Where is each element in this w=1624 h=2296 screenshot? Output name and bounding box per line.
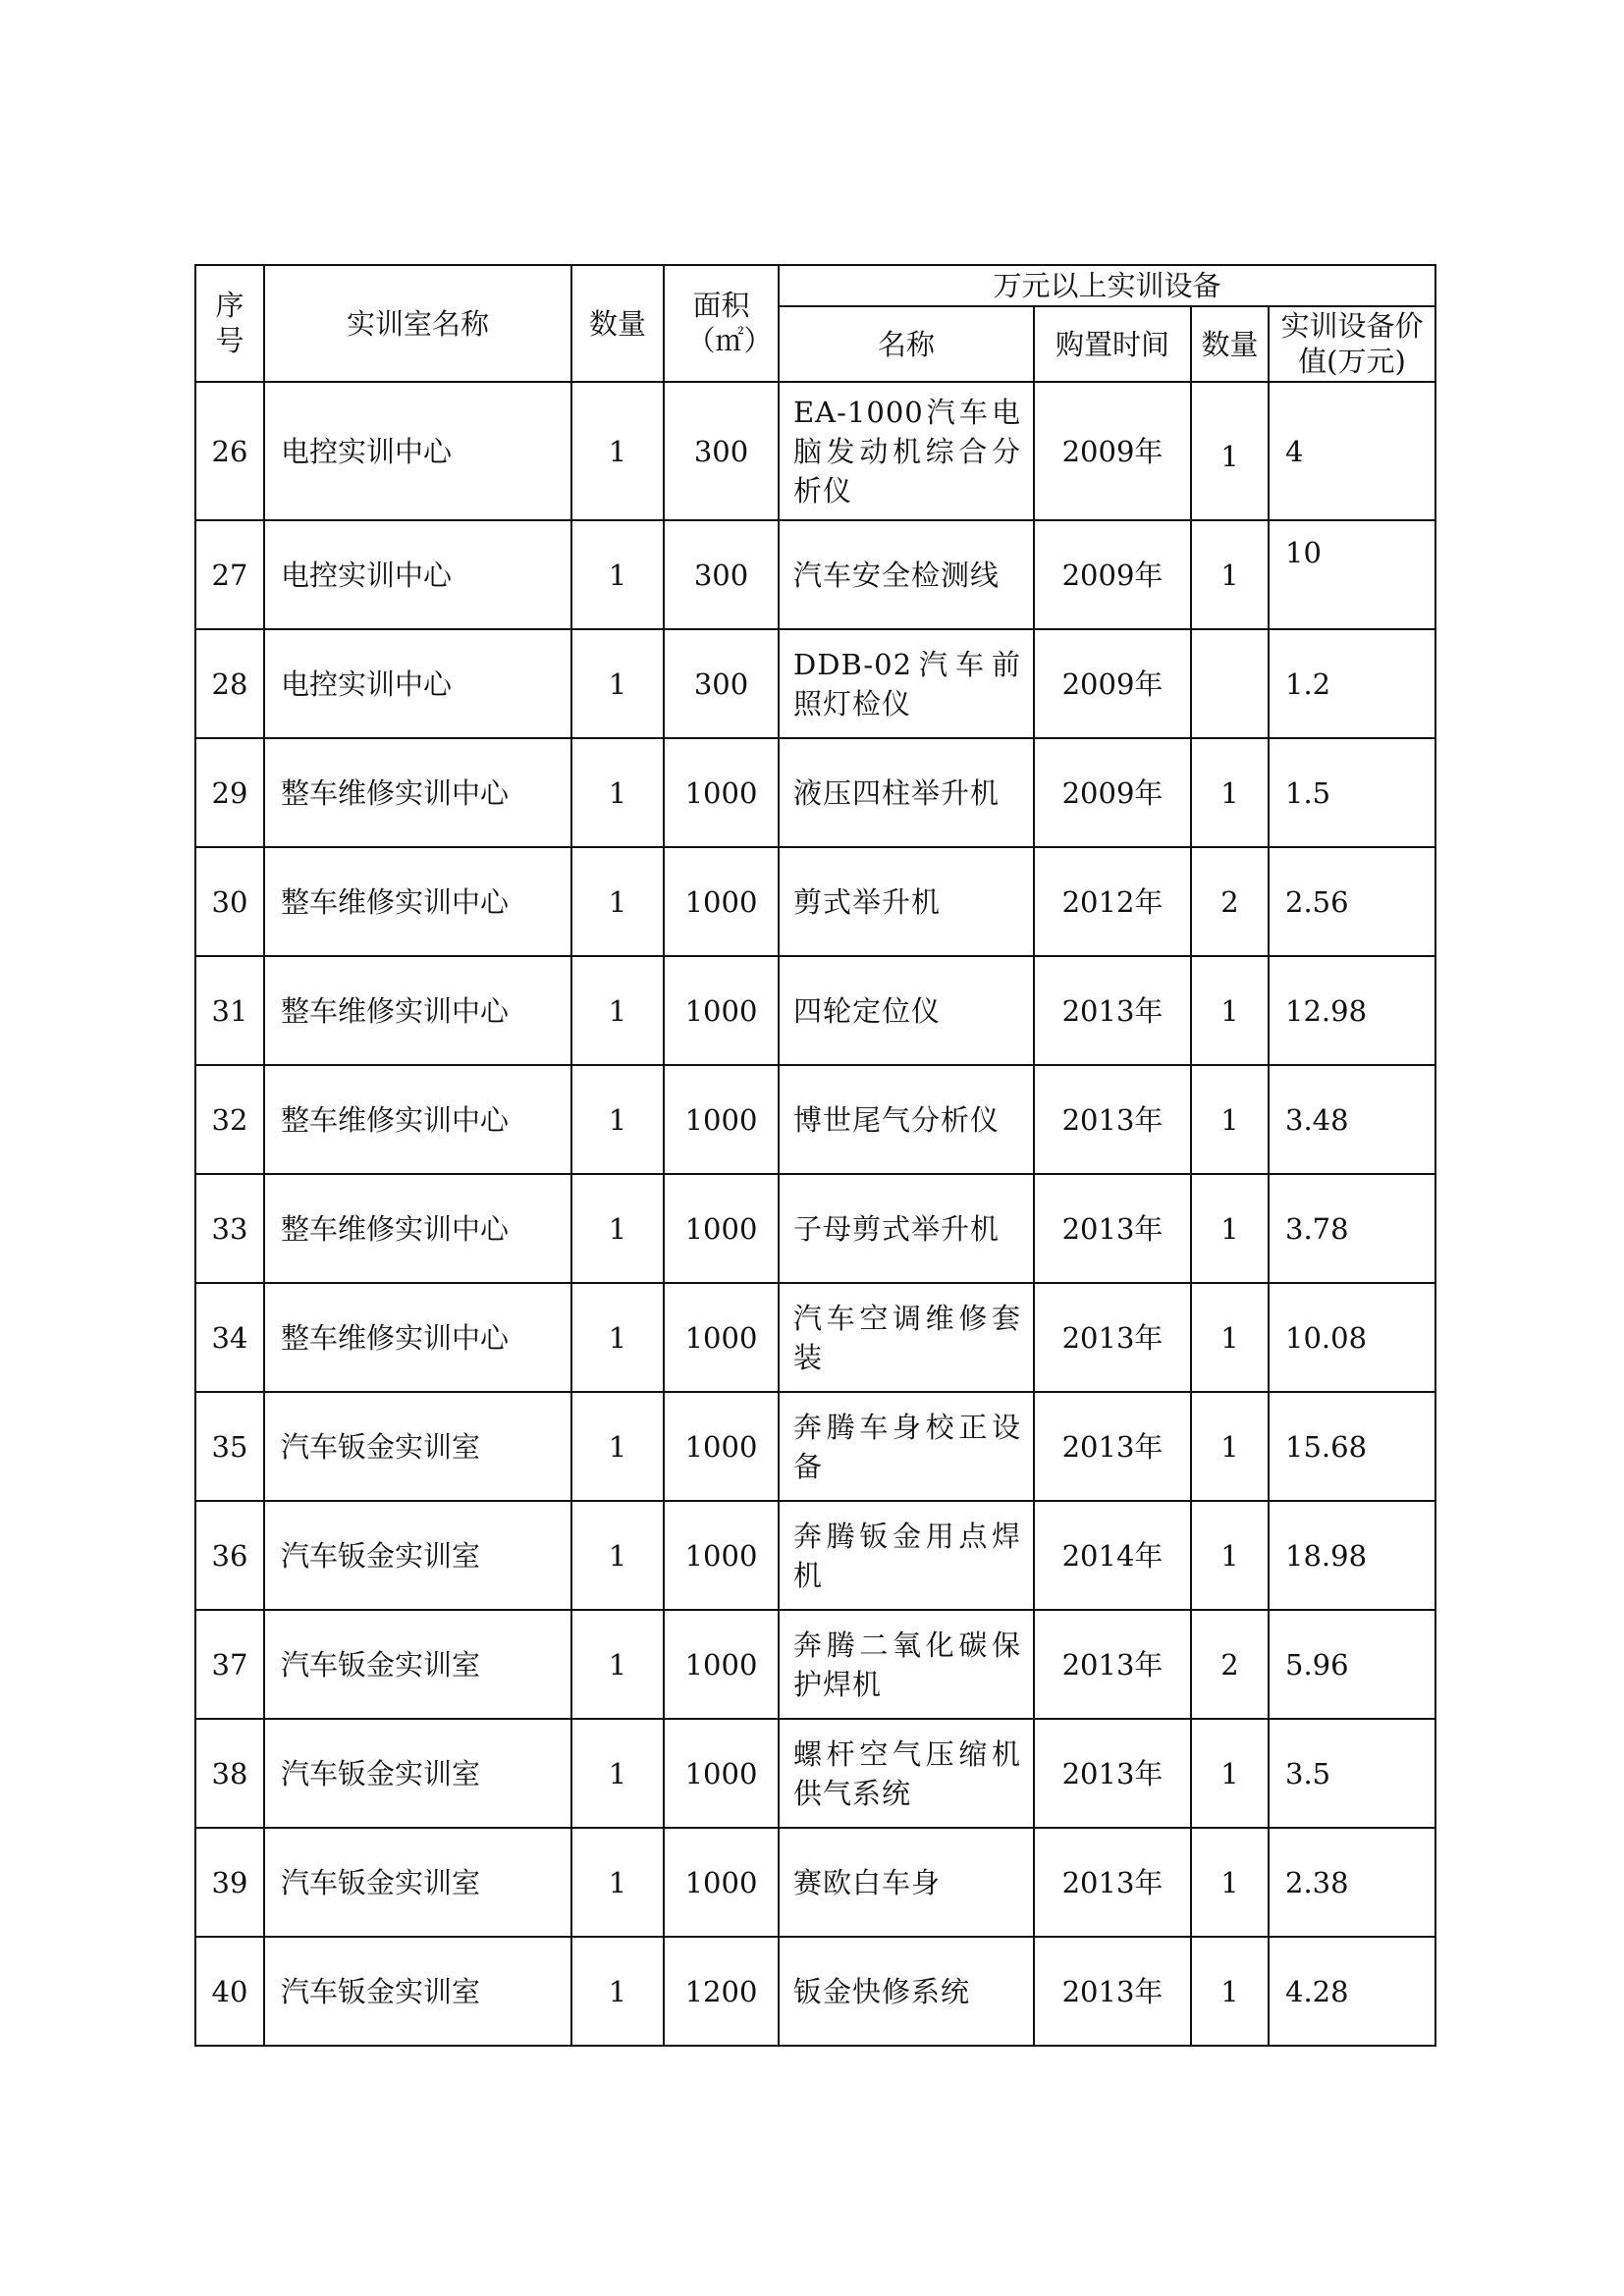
cell-equip-name: 液压四柱举升机 bbox=[779, 738, 1034, 847]
table-row bbox=[195, 1828, 1435, 1937]
cell-time: 2013年 bbox=[1034, 1174, 1191, 1283]
cell-time: 2012年 bbox=[1034, 847, 1191, 956]
table-row bbox=[195, 520, 1435, 629]
cell-equip-name: 博世尾气分析仪 bbox=[779, 1065, 1034, 1174]
cell-equip-qty: 1 bbox=[1191, 1283, 1269, 1392]
cell-qty: 1 bbox=[571, 1937, 664, 2046]
cell-room: 汽车钣金实训室 bbox=[264, 1610, 571, 1719]
cell-room: 整车维修实训中心 bbox=[264, 1283, 571, 1392]
cell-seq: 33 bbox=[195, 1174, 264, 1283]
cell-area: 1000 bbox=[664, 847, 779, 956]
cell-qty: 1 bbox=[571, 520, 664, 629]
cell-time: 2014年 bbox=[1034, 1501, 1191, 1610]
cell-time: 2009年 bbox=[1034, 738, 1191, 847]
cell-equip-name: 赛欧白车身 bbox=[779, 1828, 1034, 1937]
cell-time: 2013年 bbox=[1034, 1283, 1191, 1392]
table-row bbox=[195, 1392, 1435, 1501]
cell-seq: 28 bbox=[195, 629, 264, 738]
cell-value: 2.38 bbox=[1269, 1828, 1435, 1937]
cell-seq: 34 bbox=[195, 1283, 264, 1392]
cell-equip-qty: 1 bbox=[1191, 1937, 1269, 2046]
cell-area: 1000 bbox=[664, 1719, 779, 1828]
cell-room: 汽车钣金实训室 bbox=[264, 1828, 571, 1937]
cell-seq: 32 bbox=[195, 1065, 264, 1174]
cell-value: 15.68 bbox=[1269, 1392, 1435, 1501]
cell-equip-qty: 1 bbox=[1191, 738, 1269, 847]
cell-time: 2009年 bbox=[1034, 382, 1191, 520]
cell-time: 2013年 bbox=[1034, 1719, 1191, 1828]
cell-room: 汽车钣金实训室 bbox=[264, 1501, 571, 1610]
cell-room: 汽车钣金实训室 bbox=[264, 1937, 571, 2046]
table-row bbox=[195, 1501, 1435, 1610]
cell-qty: 1 bbox=[571, 1828, 664, 1937]
cell-equip-qty: 1 bbox=[1191, 1065, 1269, 1174]
table-row bbox=[195, 629, 1435, 738]
cell-equip-name: 奔腾二氧化碳保护焊机 bbox=[779, 1610, 1034, 1719]
cell-area: 1000 bbox=[664, 1392, 779, 1501]
cell-equip-qty: 1 bbox=[1191, 1174, 1269, 1283]
cell-equip-name: 奔腾钣金用点焊机 bbox=[779, 1501, 1034, 1610]
cell-time: 2013年 bbox=[1034, 1392, 1191, 1501]
cell-equip-qty: 1 bbox=[1191, 382, 1269, 520]
cell-area: 300 bbox=[664, 629, 779, 738]
table-row bbox=[195, 1937, 1435, 2046]
table-row bbox=[195, 738, 1435, 847]
cell-equip-qty bbox=[1191, 629, 1269, 738]
cell-area: 1000 bbox=[664, 956, 779, 1065]
col-header-area: 面积（㎡） bbox=[664, 265, 779, 382]
cell-qty: 1 bbox=[571, 1065, 664, 1174]
cell-seq: 40 bbox=[195, 1937, 264, 2046]
table-row bbox=[195, 1065, 1435, 1174]
cell-area: 1000 bbox=[664, 1283, 779, 1392]
cell-qty: 1 bbox=[571, 1392, 664, 1501]
cell-equip-qty: 1 bbox=[1191, 1719, 1269, 1828]
cell-equip-name: 奔腾车身校正设备 bbox=[779, 1392, 1034, 1501]
cell-seq: 35 bbox=[195, 1392, 264, 1501]
col-header-value: 实训设备价值(万元) bbox=[1269, 306, 1435, 382]
cell-value: 10 bbox=[1269, 520, 1435, 629]
cell-area: 300 bbox=[664, 520, 779, 629]
cell-value: 10.08 bbox=[1269, 1283, 1435, 1392]
cell-room: 电控实训中心 bbox=[264, 520, 571, 629]
cell-time: 2013年 bbox=[1034, 1065, 1191, 1174]
cell-value: 2.56 bbox=[1269, 847, 1435, 956]
cell-value: 3.48 bbox=[1269, 1065, 1435, 1174]
table-row bbox=[195, 1610, 1435, 1719]
cell-time: 2013年 bbox=[1034, 1610, 1191, 1719]
cell-equip-qty: 2 bbox=[1191, 847, 1269, 956]
cell-value: 5.96 bbox=[1269, 1610, 1435, 1719]
cell-seq: 38 bbox=[195, 1719, 264, 1828]
cell-qty: 1 bbox=[571, 382, 664, 520]
cell-equip-name: DDB-02汽车前照灯检仪 bbox=[779, 629, 1034, 738]
cell-value: 12.98 bbox=[1269, 956, 1435, 1065]
cell-seq: 31 bbox=[195, 956, 264, 1065]
cell-room: 整车维修实训中心 bbox=[264, 847, 571, 956]
table-row bbox=[195, 382, 1435, 520]
cell-equip-name: 剪式举升机 bbox=[779, 847, 1034, 956]
cell-equip-name: 汽车空调维修套装 bbox=[779, 1283, 1034, 1392]
cell-qty: 1 bbox=[571, 738, 664, 847]
cell-seq: 29 bbox=[195, 738, 264, 847]
cell-room: 汽车钣金实训室 bbox=[264, 1392, 571, 1501]
cell-equip-name: 汽车安全检测线 bbox=[779, 520, 1034, 629]
cell-qty: 1 bbox=[571, 1501, 664, 1610]
cell-time: 2009年 bbox=[1034, 520, 1191, 629]
cell-value: 1.2 bbox=[1269, 629, 1435, 738]
table-row bbox=[195, 1174, 1435, 1283]
cell-equip-name: EA-1000汽车电脑发动机综合分析仪 bbox=[779, 382, 1034, 520]
cell-equip-qty: 1 bbox=[1191, 520, 1269, 629]
cell-qty: 1 bbox=[571, 847, 664, 956]
cell-qty: 1 bbox=[571, 956, 664, 1065]
cell-value: 1.5 bbox=[1269, 738, 1435, 847]
cell-equip-name: 子母剪式举升机 bbox=[779, 1174, 1034, 1283]
cell-area: 300 bbox=[664, 382, 779, 520]
cell-equip-name: 四轮定位仪 bbox=[779, 956, 1034, 1065]
cell-seq: 39 bbox=[195, 1828, 264, 1937]
cell-equip-name: 钣金快修系统 bbox=[779, 1937, 1034, 2046]
table-row bbox=[195, 956, 1435, 1065]
cell-equip-qty: 1 bbox=[1191, 1501, 1269, 1610]
cell-value: 18.98 bbox=[1269, 1501, 1435, 1610]
header-row-1 bbox=[195, 265, 1435, 306]
cell-equip-qty: 1 bbox=[1191, 1828, 1269, 1937]
col-header-equip-name: 名称 bbox=[779, 306, 1034, 382]
cell-area: 1000 bbox=[664, 1065, 779, 1174]
cell-time: 2009年 bbox=[1034, 629, 1191, 738]
col-header-qty: 数量 bbox=[571, 265, 664, 382]
cell-seq: 37 bbox=[195, 1610, 264, 1719]
cell-qty: 1 bbox=[571, 1283, 664, 1392]
equipment-table bbox=[194, 264, 1436, 2047]
cell-equip-name: 螺杆空气压缩机供气系统 bbox=[779, 1719, 1034, 1828]
cell-seq: 26 bbox=[195, 382, 264, 520]
cell-seq: 30 bbox=[195, 847, 264, 956]
table-row bbox=[195, 1283, 1435, 1392]
cell-area: 1000 bbox=[664, 1828, 779, 1937]
cell-time: 2013年 bbox=[1034, 1828, 1191, 1937]
cell-time: 2013年 bbox=[1034, 956, 1191, 1065]
cell-area: 1000 bbox=[664, 738, 779, 847]
cell-equip-qty: 1 bbox=[1191, 1392, 1269, 1501]
col-header-equip-qty: 数量 bbox=[1191, 306, 1269, 382]
cell-area: 1000 bbox=[664, 1174, 779, 1283]
cell-room: 整车维修实训中心 bbox=[264, 1174, 571, 1283]
col-header-purchase-time: 购置时间 bbox=[1034, 306, 1191, 382]
cell-area: 1000 bbox=[664, 1501, 779, 1610]
cell-seq: 36 bbox=[195, 1501, 264, 1610]
cell-value: 4 bbox=[1269, 382, 1435, 520]
cell-equip-qty: 2 bbox=[1191, 1610, 1269, 1719]
cell-value: 3.78 bbox=[1269, 1174, 1435, 1283]
cell-qty: 1 bbox=[571, 629, 664, 738]
cell-room: 整车维修实训中心 bbox=[264, 1065, 571, 1174]
table-row bbox=[195, 1719, 1435, 1828]
table-row bbox=[195, 847, 1435, 956]
cell-qty: 1 bbox=[571, 1719, 664, 1828]
cell-time: 2013年 bbox=[1034, 1937, 1191, 2046]
cell-area: 1000 bbox=[664, 1610, 779, 1719]
cell-qty: 1 bbox=[571, 1174, 664, 1283]
cell-room: 汽车钣金实训室 bbox=[264, 1719, 571, 1828]
col-header-seq: 序号 bbox=[195, 265, 264, 382]
col-header-room-name: 实训室名称 bbox=[264, 265, 571, 382]
cell-area: 1200 bbox=[664, 1937, 779, 2046]
cell-value: 4.28 bbox=[1269, 1937, 1435, 2046]
col-header-group: 万元以上实训设备 bbox=[779, 265, 1435, 306]
cell-room: 电控实训中心 bbox=[264, 629, 571, 738]
cell-room: 电控实训中心 bbox=[264, 382, 571, 520]
cell-equip-qty: 1 bbox=[1191, 956, 1269, 1065]
cell-qty: 1 bbox=[571, 1610, 664, 1719]
cell-value: 3.5 bbox=[1269, 1719, 1435, 1828]
cell-room: 整车维修实训中心 bbox=[264, 956, 571, 1065]
cell-room: 整车维修实训中心 bbox=[264, 738, 571, 847]
cell-seq: 27 bbox=[195, 520, 264, 629]
